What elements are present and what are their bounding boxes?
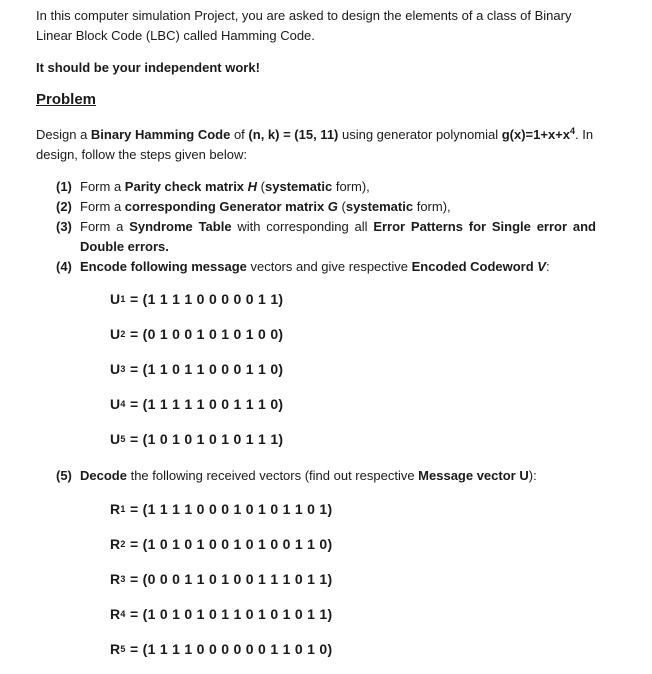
message-vector: U 5 = (1 0 1 0 1 0 1 0 1 1 1) — [110, 431, 284, 447]
steps-list — [36, 177, 596, 674]
message-vector: U 2 = (0 1 0 0 1 0 1 0 1 0 0) — [110, 326, 284, 342]
received-vector: R 2 = (1 0 1 0 1 0 0 1 0 1 0 0 1 1 0) — [110, 536, 333, 552]
problem-description: Design a Binary Hamming Code of (n, k) = (15, 11) using generator polynomial $g(x)=1+x+x^4$. In design, follow the steps given below: — [36, 126, 594, 162]
received-vector: R 4 = (1 0 1 0 1 0 1 1 0 1 0 1 0 1 1) — [110, 606, 333, 622]
step-4: (4) Encode following message vectors and give respective Encoded Codeword V: U 1 = (1 1 1 1 0 0 0 0 0 1 1) U 2 = (0 1 0 0 1 0 1 0 1 0 0) U 3 = (1 1 0 1 1 0 0 0 1 1 0) U 4 = (1 1 1 1 1 0 0 1 1 1 0) U 5 = (1 0 1 0 1 0 1 0 1 1 1) — [56, 257, 596, 464]
message-vector: U 3 = (1 1 0 1 1 0 0 0 1 1 0) — [110, 361, 284, 377]
received-vector: R 3 = (0 0 0 1 1 0 1 0 0 1 1 1 0 1 1) — [110, 571, 333, 587]
generator-polynomial: $g(x)=1+x+x^4$ — [501, 126, 576, 142]
code-params: (n, k) = (15, 11) — [248, 127, 339, 142]
step-5: (5) Decode the following received vectors (find out respective Message vector U): R 1 = (1 1 1 1 0 0 0 1 0 1 0 1 1 0 1) R 2 = (1 0 1 0 1 0 0 1 0 1 0 0 1 1 0) R 3 = (0 0 0 1 1 0 1 0 0 1 1 1 0 1 1) R 4 = (1 0 1 0 1 0 1 1 0 1 0 1 0 1 1) R 5 = (1 1 1 1 0 0 0 0 0 0 1 1 0 1 0) — [56, 466, 596, 674]
code-name: Binary Hamming Code — [90, 127, 231, 142]
message-vector: U 4 = (1 1 1 1 1 0 0 1 1 1 0) — [110, 396, 284, 412]
step-1: (1) Form a Parity check matrix H (systematic form), — [56, 179, 370, 194]
intro-paragraph: In this computer simulation Project, you are asked to design the elements of a class of Binary Linear Block Code (LBC) called Hamming Code. — [36, 8, 572, 43]
independent-work-note: It should be your independent work! — [36, 60, 260, 75]
step-3: (3) Form a Syndrome Table with corresponding all Error Patterns for Single error and Double errors. — [56, 219, 596, 254]
received-vector: R 1 = (1 1 1 1 0 0 0 1 0 1 0 1 1 0 1) — [110, 501, 333, 517]
message-vector: U 1 = (1 1 1 1 0 0 0 0 0 1 1) — [110, 291, 284, 307]
received-vector: R 5 = (1 1 1 1 0 0 0 0 0 0 1 1 0 1 0) — [110, 641, 333, 657]
received-vector-list — [110, 499, 596, 674]
document-page — [36, 6, 596, 674]
message-vector-list — [110, 289, 596, 464]
problem-heading: Problem — [36, 91, 97, 108]
step-2: (2) Form a corresponding Generator matrix G (systematic form), — [56, 199, 451, 214]
